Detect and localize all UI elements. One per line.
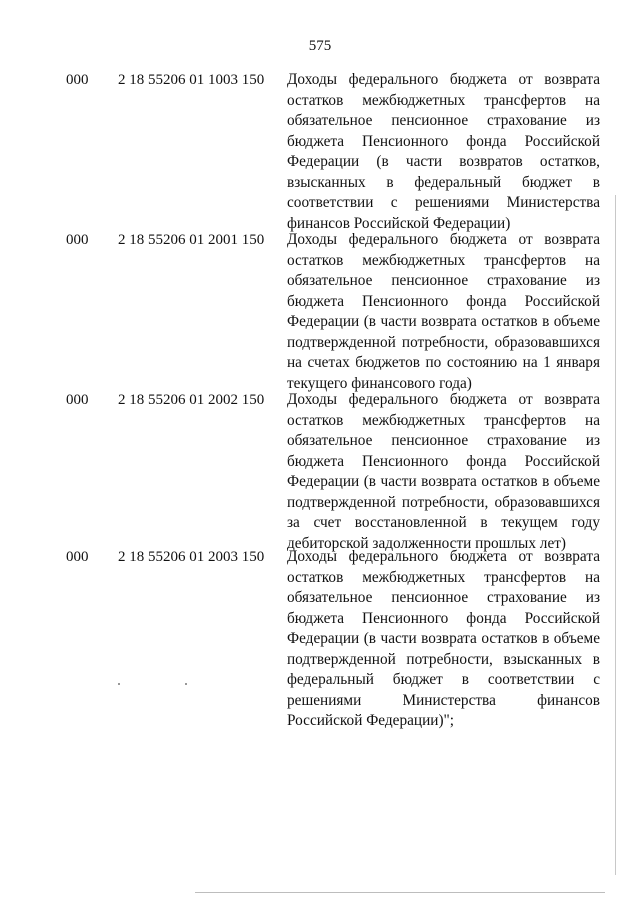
budget-classification-code: 2 18 55206 01 2001 150 [118, 232, 265, 248]
budget-classification-code: 2 18 55206 01 2003 150 [118, 549, 265, 565]
admin-code: 000 [66, 392, 89, 408]
budget-classification-code: 2 18 55206 01 1003 150 [118, 72, 265, 88]
scan-speck [185, 683, 187, 685]
income-description: Доходы федерального бюджета от возврата остатков межбюджетных трансфертов на обязательное пенсионное страхование из бюджета Пенсионного фонда Российской Федерации (в части возвратов остатков, взысканных в федеральный бюджет в соответствии с решениями Министерства финансов Российской Федерации) [287, 71, 600, 232]
income-description: Доходы федерального бюджета от возврата остатков межбюджетных трансфертов на обязательное пенсионное страхование из бюджета Пенсионного фонда Российской Федерации (в части возврата остатков в объеме подтвержденной потребности, образовавшихся на счетах бюджетов по состоянию на 1 января текущего финансового года) [287, 231, 600, 392]
admin-code: 000 [66, 72, 89, 88]
scan-bottom-line [195, 892, 605, 893]
income-description: Доходы федерального бюджета от возврата остатков межбюджетных трансфертов на обязательное пенсионное страхование из бюджета Пенсионного фонда Российской Федерации (в части возврата остатков в объеме подтвержденной потребности, образовавшихся за счет восстановленной в текущем году дебиторской задолженности прошлых лет) [287, 391, 600, 552]
scan-edge-line [615, 195, 616, 875]
admin-code: 000 [66, 232, 89, 248]
income-description: Доходы федерального бюджета от возврата остатков межбюджетных трансфертов на обязательное пенсионное страхование из бюджета Пенсионного фонда Российской Федерации (в части возврата остатков в объеме подтвержденной потребности, взысканных в федеральный бюджет в соответствии с решениями Министерства финансов Российской Федерации)"; [287, 548, 600, 729]
scan-speck [118, 683, 120, 685]
admin-code: 000 [66, 549, 89, 565]
budget-classification-code: 2 18 55206 01 2002 150 [118, 392, 265, 408]
page-number: 575 [308, 38, 332, 54]
